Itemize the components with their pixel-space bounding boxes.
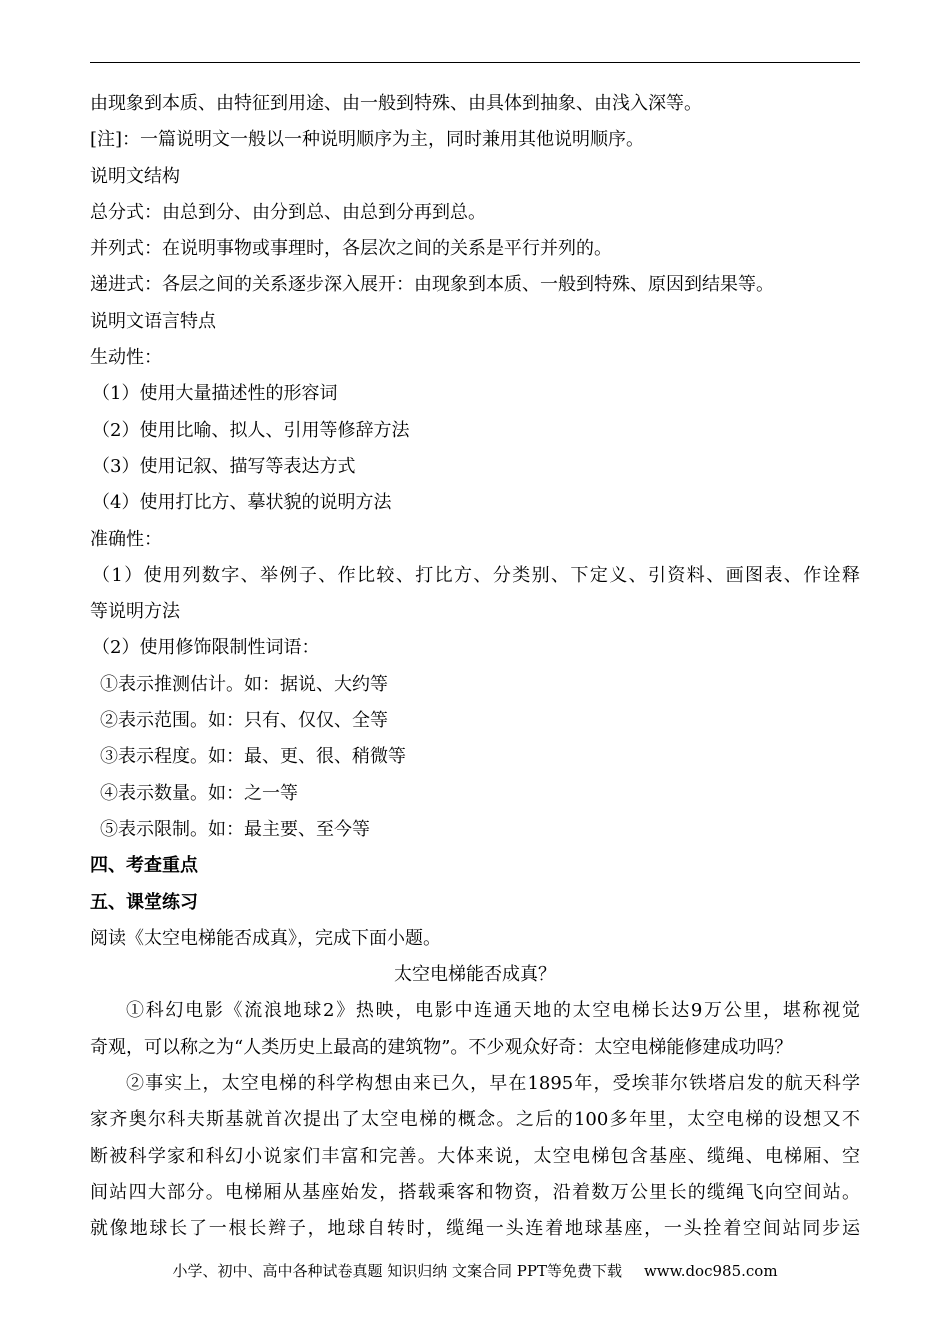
header-rule bbox=[90, 62, 860, 63]
list-item: （2）使用比喻、拟人、引用等修辞方法 bbox=[92, 419, 410, 441]
structure-dijin: 递进式：各层之间的关系逐步深入展开：由现象到本质、一般到特殊、原因到结果等。 bbox=[90, 274, 774, 296]
text-line: 由现象到本质、由特征到用途、由一般到特殊、由具体到抽象、由浅入深等。 bbox=[90, 93, 702, 114]
sub-list-item: ④表示数量。如：之一等 bbox=[100, 782, 298, 804]
list-item: （4）使用打比方、摹状貌的说明方法 bbox=[92, 492, 392, 514]
sub-list-item: ①表示推测估计。如：据说、大约等 bbox=[100, 673, 388, 695]
document-body bbox=[90, 86, 860, 1248]
article-paragraph-line: 家齐奥尔科夫斯基就首次提出了太空电梯的概念。之后的100多年里，太空电梯的设想又不 bbox=[90, 1109, 860, 1131]
subheading-accurate: 准确性： bbox=[90, 528, 162, 550]
list-item: （1）使用大量描述性的形容词 bbox=[92, 383, 338, 405]
note-line: [注]：一篇说明文一般以一种说明顺序为主，同时兼用其他说明顺序。 bbox=[90, 129, 645, 151]
article-title: 太空电梯能否成真？ bbox=[394, 964, 556, 986]
article-paragraph-line: 就像地球长了一根长辫子，地球自转时，缆绳一头连着地球基座，一头拴着空间站同步运 bbox=[90, 1218, 860, 1240]
heading-class-exercise: 五、课堂练习 bbox=[90, 891, 198, 913]
section-heading-structure: 说明文结构 bbox=[90, 165, 180, 187]
section-heading-language: 说明文语言特点 bbox=[90, 310, 216, 332]
heading-key-points: 四、考查重点 bbox=[90, 855, 198, 877]
article-paragraph-line: ②事实上，太空电梯的科学构想由来已久，早在1895年，受埃菲尔铁塔启发的航天科学 bbox=[126, 1073, 860, 1095]
structure-binglie: 并列式：在说明事物或事理时，各层次之间的关系是平行并列的。 bbox=[90, 238, 612, 260]
list-item: （3）使用记叙、描写等表达方式 bbox=[92, 455, 356, 477]
list-item-continuation: 等说明方法 bbox=[90, 601, 180, 623]
sub-list-item: ⑤表示限制。如：最主要、至今等 bbox=[100, 818, 370, 840]
article-paragraph-line: 断被科学家和科幻小说家们丰富和完善。大体来说，太空电梯包含基座、缆绳、电梯厢、空 bbox=[90, 1145, 860, 1167]
article-paragraph-line: 间站四大部分。电梯厢从基座始发，搭载乘客和物资，沿着数万公里长的缆绳飞向空间站。 bbox=[90, 1181, 860, 1203]
sub-list-item: ③表示程度。如：最、更、很、稍微等 bbox=[100, 746, 406, 768]
subheading-vivid: 生动性： bbox=[90, 347, 162, 369]
article-paragraph-line: 奇观，可以称之为“人类历史上最高的建筑物”。不少观众好奇：太空电梯能修建成功吗？ bbox=[90, 1036, 793, 1058]
structure-zongfen: 总分式：由总到分、由分到总、由总到分再到总。 bbox=[90, 201, 486, 223]
sub-list-item: ②表示范围。如：只有、仅仅、全等 bbox=[100, 710, 388, 732]
exercise-instruction: 阅读《太空电梯能否成真》，完成下面小题。 bbox=[90, 927, 441, 949]
footer-text: 小学、初中、高中各种试卷真题 知识归纳 文案合同 PPT等免费下载 bbox=[172, 1262, 622, 1280]
list-item: （2）使用修饰限制性词语： bbox=[92, 637, 320, 659]
page-footer bbox=[0, 1260, 950, 1281]
article-paragraph-line: ①科幻电影《流浪地球2》热映，电影中连通天地的太空电梯长达9万公里，堪称视觉 bbox=[126, 1000, 860, 1022]
footer-url[interactable]: www.doc985.com bbox=[643, 1262, 778, 1280]
list-item: （1）使用列数字、举例子、作比较、打比方、分类别、下定义、引资料、画图表、作诠释 bbox=[92, 564, 860, 586]
